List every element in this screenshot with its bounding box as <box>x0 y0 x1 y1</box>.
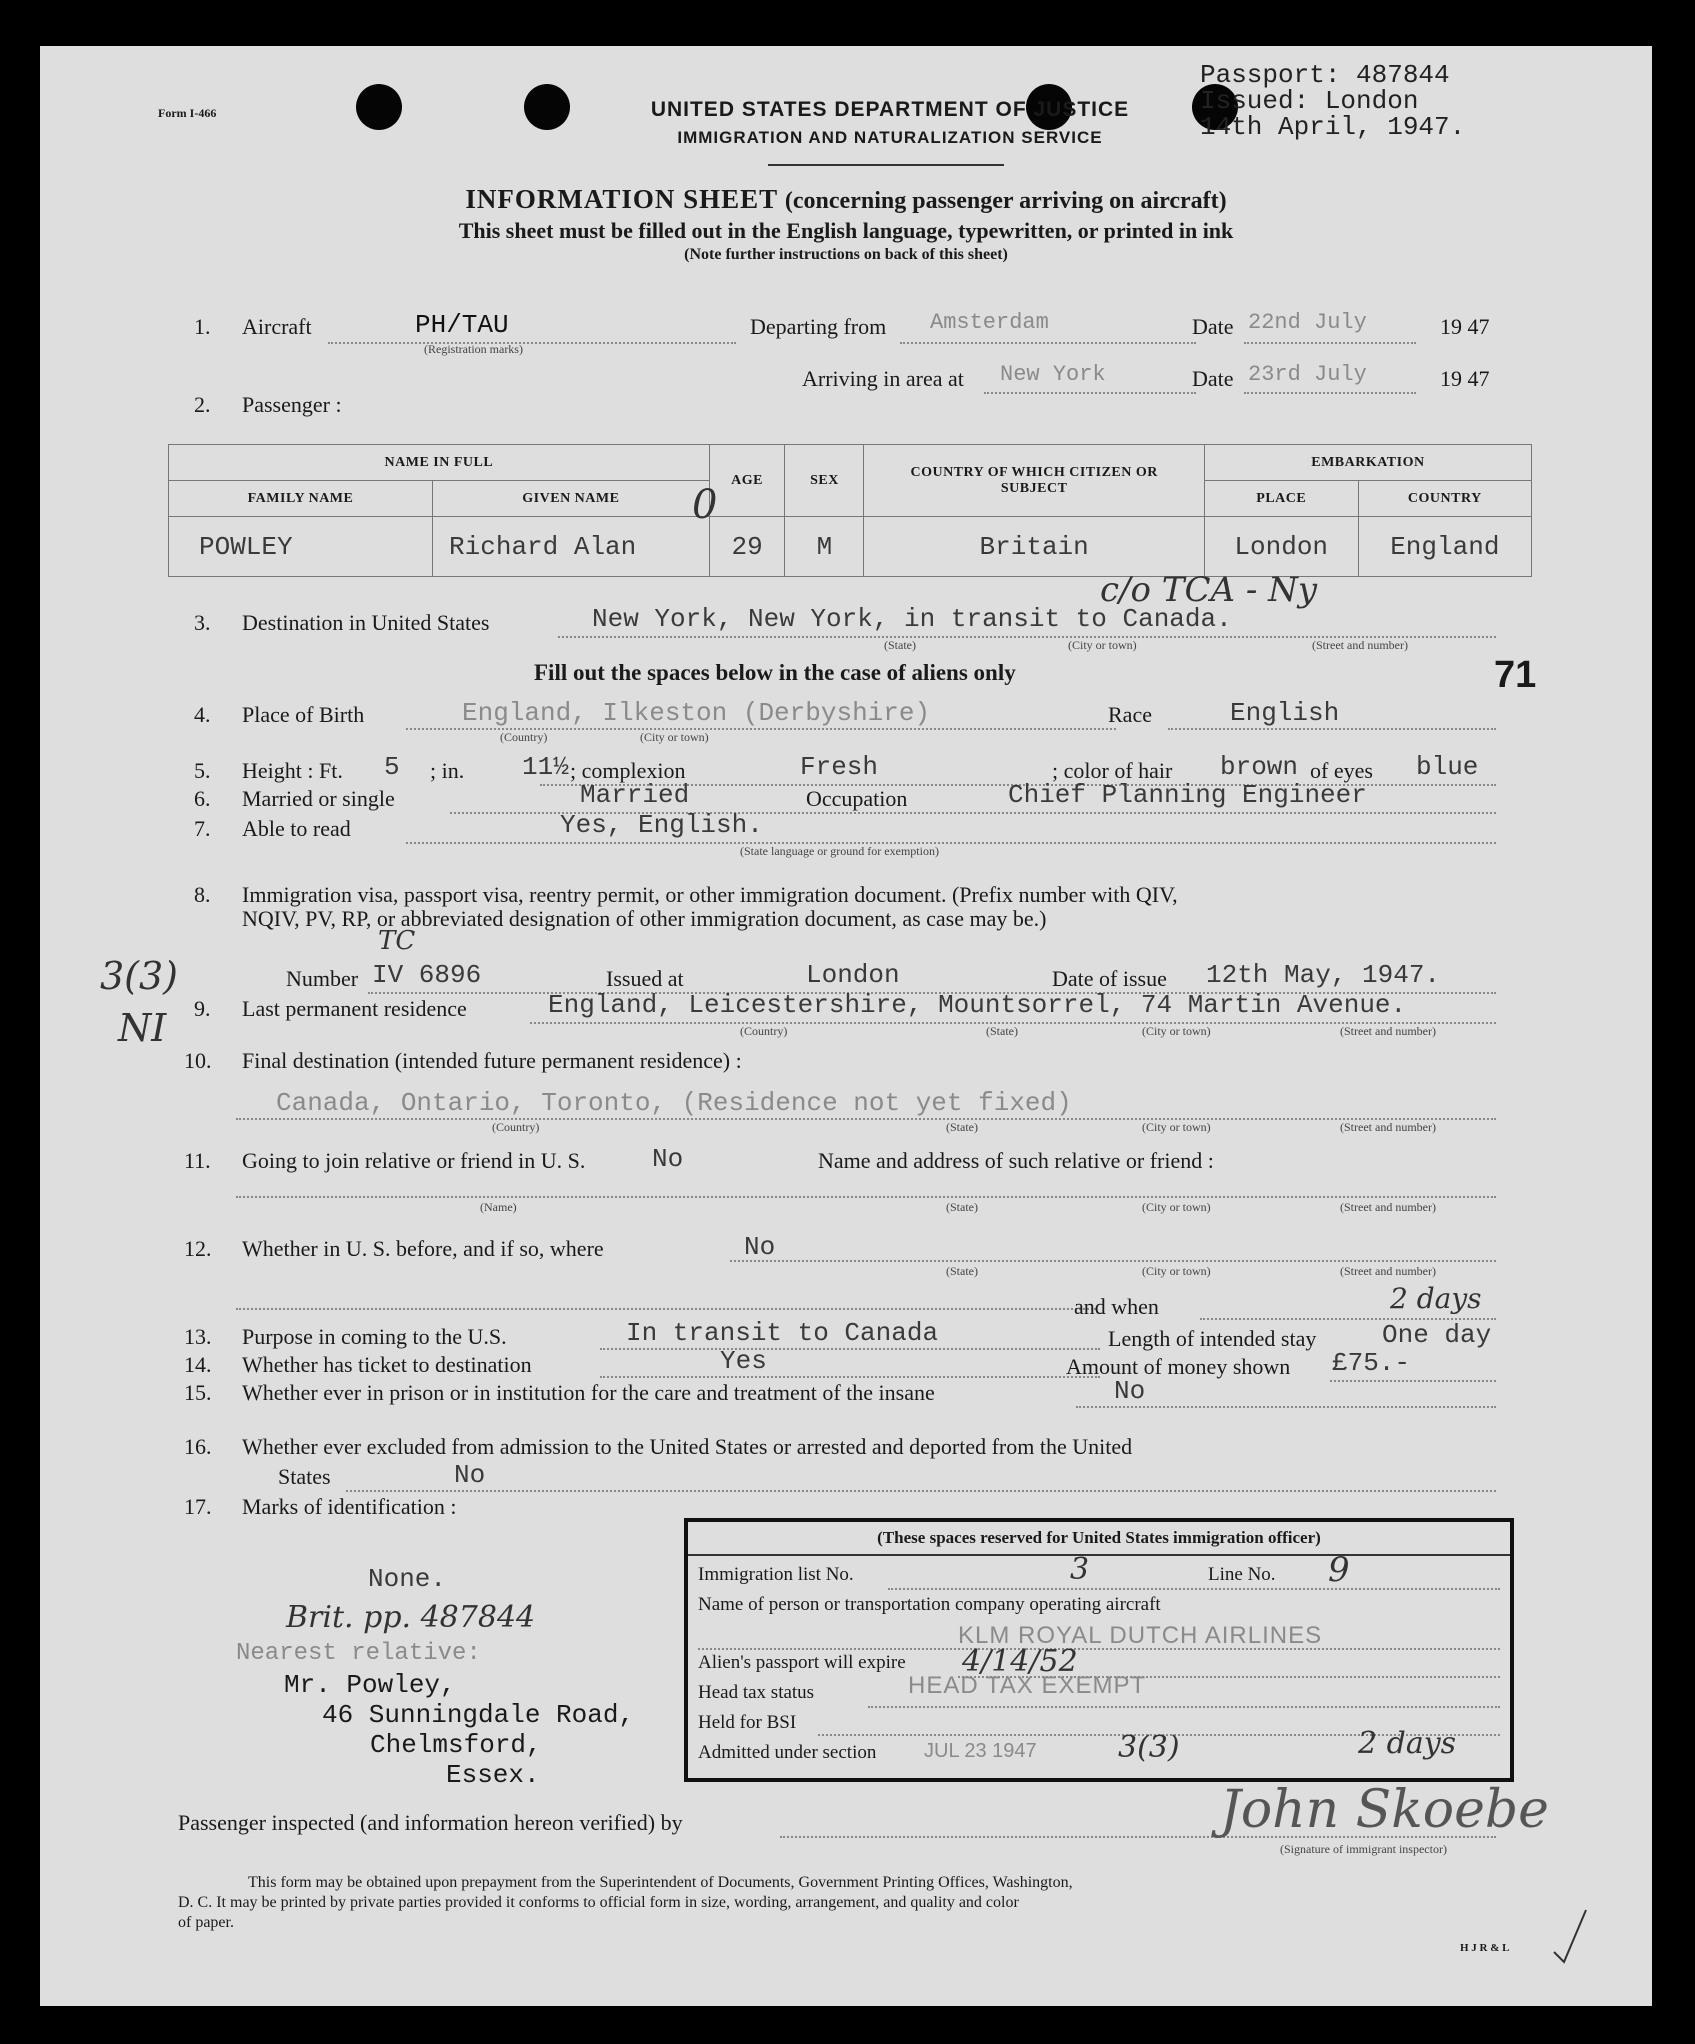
dotted-line <box>1244 392 1416 394</box>
sex-header: SEX <box>785 445 864 517</box>
eyes-label: of eyes <box>1310 758 1373 783</box>
when-label: and when <box>1074 1294 1159 1319</box>
dotted-line <box>600 1348 1100 1350</box>
arriving-value: New York <box>1000 362 1106 387</box>
married-label: Married or single <box>242 786 395 811</box>
caption-street: (Street and number) <box>1340 1120 1436 1134</box>
punch-hole <box>524 84 570 130</box>
admitted-section-handwritten: 3(3) <box>1118 1730 1180 1765</box>
item-number: 13. <box>184 1324 212 1349</box>
line-no-label: Line No. <box>1208 1564 1276 1585</box>
issued-label: Issued at <box>606 966 684 991</box>
header-rule <box>768 164 1004 166</box>
stay-value: One day <box>1382 1320 1492 1350</box>
item-number: 5. <box>194 758 211 783</box>
prison-value: No <box>1114 1376 1146 1406</box>
read-value: Yes, English. <box>560 810 763 840</box>
embark-place-value: London <box>1204 517 1358 577</box>
join-label: Going to join relative or friend in U. S. <box>242 1148 586 1173</box>
service-name: IMMIGRATION AND NATURALIZATION SERVICE <box>677 128 1103 147</box>
punch-hole <box>356 84 402 130</box>
destination-label: Destination in United States <box>242 610 490 635</box>
footer-line3: of paper. <box>178 1914 234 1931</box>
family-name-header: FAMILY NAME <box>169 481 433 517</box>
document-text-line1: Immigration visa, passport visa, reentry permit, or other immigration document. (Prefix number with QIV, <box>242 882 1178 907</box>
height-feet: 5 <box>384 752 400 782</box>
birthplace-value: England, Ilkeston (Derbyshire) <box>462 698 931 728</box>
departing-value: Amsterdam <box>930 310 1049 335</box>
final-destination-value: Canada, Ontario, Toronto, (Residence not yet fixed) <box>276 1088 1072 1118</box>
title-main: INFORMATION SHEET <box>465 184 779 214</box>
issue-date-label: Date of issue <box>1052 966 1167 991</box>
form-title <box>40 184 1652 215</box>
eyes-value: blue <box>1416 752 1479 782</box>
height-label: Height : Ft. <box>242 758 343 783</box>
inspector-signature: John Skoebe <box>1220 1780 1549 1840</box>
residence-value: England, Leicestershire, Mountsorrel, 74 Martin Avenue. <box>548 990 1407 1020</box>
caption-street: (Street and number) <box>1340 1200 1436 1214</box>
dotted-line <box>868 1706 1500 1708</box>
caption-country: (Country) <box>740 1024 788 1038</box>
ticket-value: Yes <box>720 1346 767 1376</box>
document-text-line2: NQIV, PV, RP, or abbreviated designation of other immigration document, as case may be.) <box>242 906 1047 931</box>
admitted-label: Admitted under section <box>698 1742 877 1763</box>
birthplace-label: Place of Birth <box>242 702 365 727</box>
hair-value: brown <box>1220 752 1299 782</box>
form-number: Form I-466 <box>158 106 217 120</box>
aircraft-label: Aircraft <box>242 314 312 339</box>
item-number: 16. <box>184 1434 212 1459</box>
caption-city: (City or town) <box>1142 1120 1211 1134</box>
arriving-label: Arriving in area at <box>802 366 964 391</box>
officer-box <box>684 1518 1514 1782</box>
arrival-date: 23rd July <box>1248 362 1367 387</box>
given-name-header: GIVEN NAME <box>433 481 710 517</box>
department-name: UNITED STATES DEPARTMENT OF JUSTICE <box>650 98 1130 121</box>
purpose-label: Purpose in coming to the U.S. <box>242 1324 507 1349</box>
aliens-heading: Fill out the spaces below in the case of aliens only <box>534 660 1016 685</box>
item-number: 9. <box>194 996 211 1021</box>
line-no-value: 9 <box>1328 1550 1350 1590</box>
caption-country: (Country) <box>500 730 548 744</box>
caption-city: (City or town) <box>1142 1264 1211 1278</box>
printer-mark: H J R & L <box>1460 1942 1510 1954</box>
complexion-label: ; complexion <box>570 758 686 783</box>
form-page <box>40 46 1652 2006</box>
read-label: Able to read <box>242 816 351 841</box>
date-label: Date <box>1192 314 1234 339</box>
country-header: COUNTRY <box>1358 481 1531 517</box>
passenger-label: Passenger : <box>242 392 342 417</box>
caption-state: (State) <box>946 1200 978 1214</box>
relative-line2: 46 Sunningdale Road, <box>322 1700 635 1730</box>
number-handwritten-mark: TC <box>378 926 416 956</box>
passenger-table <box>168 444 1532 577</box>
number-label: Number <box>286 966 359 991</box>
name-in-full-header: NAME IN FULL <box>169 445 710 481</box>
date-label: Date <box>1192 366 1234 391</box>
money-value: £75.- <box>1332 1348 1411 1378</box>
item-number: 15. <box>184 1380 212 1405</box>
item-number: 4. <box>194 702 211 727</box>
marks-handwritten: Brit. pp. 487844 <box>286 1600 536 1635</box>
dotted-line <box>328 342 736 344</box>
dotted-line <box>600 1376 1100 1378</box>
footer-line1: This form may be obtained upon prepayment from the Superintendent of Documents, Government Printing Offices, Washington, <box>248 1874 1073 1891</box>
margin-handwritten-note: 3(3) <box>100 954 179 998</box>
company-label: Name of person or transportation company operating aircraft <box>698 1594 1161 1615</box>
item-number: 6. <box>194 786 211 811</box>
document-number: IV 6896 <box>372 960 482 990</box>
purpose-value: In transit to Canada <box>626 1318 939 1348</box>
citizen-country-header: COUNTRY OF WHICH CITIZEN OR SUBJECT <box>864 445 1204 517</box>
occupation-label: Occupation <box>806 786 908 811</box>
destination-handwritten: c/o TCA - Ny <box>1100 570 1318 610</box>
dotted-line <box>1244 342 1416 344</box>
caption-country: (Country) <box>492 1120 540 1134</box>
caption-name: (Name) <box>480 1200 517 1214</box>
dotted-line <box>1076 1406 1496 1408</box>
registration-caption: (Registration marks) <box>424 342 523 356</box>
embark-country-value: England <box>1358 517 1531 577</box>
admitted-days-handwritten: 2 days <box>1358 1726 1457 1761</box>
given-name-handwritten-mark: 0 <box>692 482 718 528</box>
money-label: Amount of money shown <box>1066 1354 1291 1379</box>
residence-label: Last permanent residence <box>242 996 467 1021</box>
excluded-label: Whether ever excluded from admission to the United States or arrested and deported from the United <box>242 1434 1133 1459</box>
signature-caption: (Signature of immigrant inspector) <box>1280 1842 1447 1856</box>
check-mark-icon <box>1550 1906 1590 1966</box>
nearest-relative-label: Nearest relative: <box>236 1640 481 1667</box>
dotted-line <box>346 1490 1496 1492</box>
headtax-label: Head tax status <box>698 1682 815 1703</box>
caption-city: (City or town) <box>1142 1200 1211 1214</box>
height-inches: 11½ <box>522 752 569 782</box>
headtax-value: HEAD TAX EXEMPT <box>908 1672 1147 1699</box>
issued-value: London <box>806 960 900 990</box>
place-header: PLACE <box>1204 481 1358 517</box>
immigration-list-label: Immigration list No. <box>698 1564 854 1585</box>
officer-box-heading: (These spaces reserved for United States immigration officer) <box>877 1528 1321 1547</box>
margin-handwritten-note: NI <box>118 1006 167 1050</box>
before-label: Whether in U. S. before, and if so, where <box>242 1236 604 1261</box>
marks-label: Marks of identification : <box>242 1494 457 1519</box>
form-note: (Note further instructions on back of this sheet) <box>684 246 1008 263</box>
title-rest: (concerning passenger arriving on aircraft) <box>784 188 1227 214</box>
departure-date: 22nd July <box>1248 310 1367 335</box>
dotted-line <box>698 1648 1500 1650</box>
dotted-line <box>236 1196 1496 1198</box>
dotted-line <box>1330 1380 1496 1382</box>
item-number: 7. <box>194 816 211 841</box>
caption-state: (State) <box>884 638 916 652</box>
item-number: 11. <box>184 1148 211 1173</box>
read-caption: (State language or ground for exemption) <box>740 844 939 858</box>
expire-label: Alien's passport will expire <box>698 1652 906 1673</box>
relative-line3: Chelmsford, <box>370 1730 542 1760</box>
relative-line4: Essex. <box>446 1760 540 1790</box>
race-label: Race <box>1108 702 1152 727</box>
caption-city: (City or town) <box>640 730 709 744</box>
caption-state: (State) <box>946 1264 978 1278</box>
when-handwritten: 2 days <box>1390 1282 1482 1315</box>
officer-heading-rule <box>688 1554 1510 1556</box>
race-value: English <box>1230 698 1340 728</box>
final-destination-label: Final destination (intended future permanent residence) : <box>242 1048 742 1073</box>
ticket-label: Whether has ticket to destination <box>242 1352 532 1377</box>
expire-value: 4/14/52 <box>962 1644 1078 1679</box>
bsi-label: Held for BSI <box>698 1712 797 1733</box>
footer-line2: D. C. It may be printed by private parties provided it conforms to official form in size, wording, arrangement, and quality and color <box>178 1894 1019 1911</box>
passport-note-line2: Issued: London <box>1200 86 1419 116</box>
item-number: 14. <box>184 1352 212 1377</box>
dotted-line <box>900 342 1196 344</box>
page-number: 71 <box>1494 654 1537 696</box>
embarkation-header: EMBARKATION <box>1204 445 1531 481</box>
departure-year: 19 47 <box>1440 314 1490 339</box>
join-value: No <box>652 1144 684 1174</box>
married-value: Married <box>580 780 690 810</box>
item-number: 1. <box>194 314 211 339</box>
dotted-line <box>888 1588 1500 1590</box>
form-subtitle: This sheet must be filled out in the English language, typewritten, or printed in ink <box>458 218 1234 243</box>
inches-label: ; in. <box>430 758 465 783</box>
family-name-value: POWLEY <box>169 517 433 577</box>
destination-value: New York, New York, in transit to Canada. <box>592 604 1232 634</box>
dotted-line <box>1168 728 1496 730</box>
immigration-list-value: 3 <box>1070 1552 1090 1587</box>
before-value: No <box>744 1232 776 1262</box>
company-value: KLM ROYAL DUTCH AIRLINES <box>958 1622 1323 1649</box>
dotted-line <box>236 1308 1096 1310</box>
item-number: 2. <box>194 392 211 417</box>
aircraft-value: PH/TAU <box>415 310 509 340</box>
relative-name-label: Name and address of such relative or friend : <box>818 1148 1214 1173</box>
caption-street: (Street and number) <box>1340 1024 1436 1038</box>
dotted-line <box>236 1118 1496 1120</box>
caption-state: (State) <box>946 1120 978 1134</box>
item-number: 10. <box>184 1048 212 1073</box>
item-number: 3. <box>194 610 211 635</box>
complexion-value: Fresh <box>800 752 879 782</box>
passport-note-line1: Passport: 487844 <box>1200 60 1450 90</box>
sex-value: M <box>785 517 864 577</box>
admitted-stamp: JUL 23 1947 <box>924 1740 1037 1762</box>
citizen-value: Britain <box>864 517 1204 577</box>
excluded-value: No <box>454 1460 486 1490</box>
passport-note-line3: 14th April, 1947. <box>1200 112 1466 142</box>
inspected-label: Passenger inspected (and information hereon verified) by <box>178 1810 683 1835</box>
caption-city: (City or town) <box>1142 1024 1211 1038</box>
stay-label: Length of intended stay <box>1108 1326 1317 1351</box>
occupation-value: Chief Planning Engineer <box>1008 780 1367 810</box>
item-number: 12. <box>184 1236 212 1261</box>
caption-street: (Street and number) <box>1312 638 1408 652</box>
arrival-year: 19 47 <box>1440 366 1490 391</box>
prison-label: Whether ever in prison or in institution for the care and treatment of the insane <box>242 1380 935 1405</box>
item-number: 8. <box>194 882 211 907</box>
excluded-label-cont: States <box>278 1464 331 1489</box>
hair-label: ; color of hair <box>1052 758 1173 783</box>
departing-label: Departing from <box>750 314 887 339</box>
caption-state: (State) <box>986 1024 1018 1038</box>
dotted-line <box>984 392 1196 394</box>
dotted-line <box>406 842 1496 844</box>
age-header: AGE <box>709 445 785 517</box>
relative-line1: Mr. Powley, <box>284 1670 456 1700</box>
age-value: 29 <box>709 517 785 577</box>
issue-date-value: 12th May, 1947. <box>1206 960 1441 990</box>
marks-value: None. <box>368 1564 447 1594</box>
dotted-line <box>730 1260 1496 1262</box>
caption-city: (City or town) <box>1068 638 1137 652</box>
given-name-value: Richard Alan <box>433 517 710 577</box>
item-number: 17. <box>184 1494 212 1519</box>
caption-street: (Street and number) <box>1340 1264 1436 1278</box>
